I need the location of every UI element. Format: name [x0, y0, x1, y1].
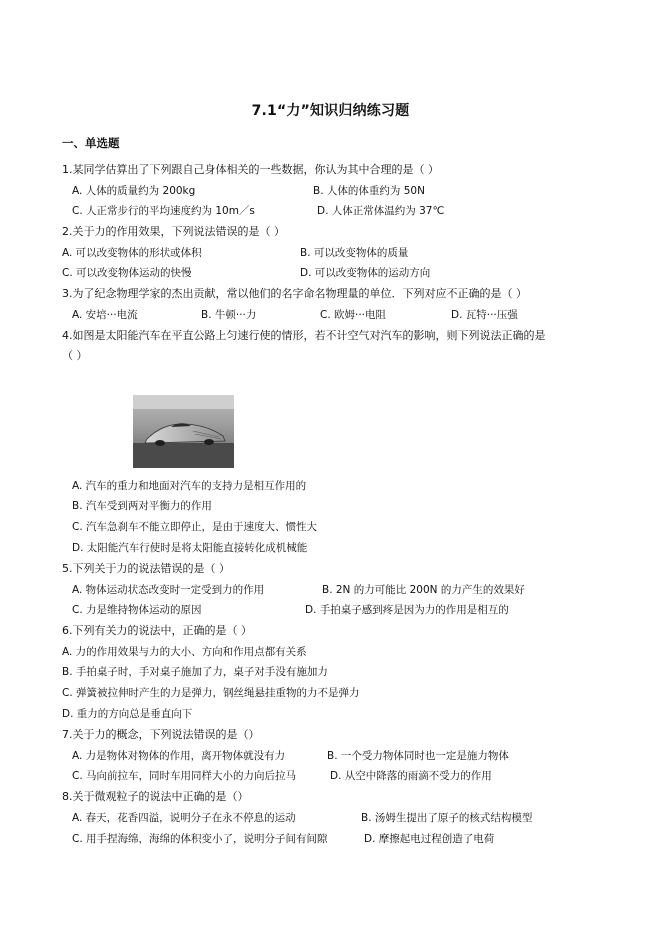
question-1-option-a: A. 人体的质量约为 200kg	[72, 185, 196, 197]
question-4-option-b: B. 汽车受到两对平衡力的作用	[72, 500, 212, 512]
question-5-option-a: A. 物体运动状态改变时一定受到力的作用	[72, 584, 265, 596]
question-5-option-c: C. 力是维持物体运动的原因	[72, 604, 202, 616]
question-4-option-c: C. 汽车急刹车不能立即停止，是由于速度大、惯性大	[72, 521, 318, 533]
question-8-option-b: B. 汤姆生提出了原子的核式结构模型	[361, 812, 533, 824]
question-5-stem: 5.下列关于力的说法错误的是（ ）	[62, 562, 230, 575]
question-4-stem-continued: （ ）	[62, 349, 88, 362]
question-3-option-d: D. 瓦特···压强	[451, 309, 518, 321]
question-7-option-d: D. 从空中降落的雨滴不受力的作用	[330, 770, 492, 782]
question-1-stem: 1.某同学估算出了下列跟自己身体相关的一些数据，你认为其中合理的是（ ）	[62, 163, 439, 176]
page-title: 7.1“力”知识归纳练习题	[251, 103, 410, 119]
question-5-option-b: B. 2N 的力可能比 200N 的力产生的效果好	[322, 584, 525, 596]
question-6-option-a: A. 力的作用效果与力的大小、方向和作用点都有关系	[62, 646, 307, 658]
question-7-stem: 7.关于力的概念，下列说法错误的是（）	[62, 728, 260, 741]
question-2-option-c: C. 可以改变物体运动的快慢	[62, 267, 192, 279]
question-1-option-c: C. 人正常步行的平均速度约为 10m／s	[72, 205, 255, 217]
question-7-option-c: C. 马向前拉车，同时车用同样大小的力向后拉马	[72, 770, 297, 782]
question-4-option-d: D. 太阳能汽车行使时是将太阳能直接转化成机械能	[72, 542, 308, 554]
question-8-option-c: C. 用手捏海绵，海绵的体积变小了，说明分子间有间隙	[72, 833, 328, 845]
question-2-stem: 2.关于力的作用效果，下列说法错误的是（ ）	[62, 225, 285, 238]
question-1-option-b: B. 人体的体重约为 50N	[313, 185, 425, 197]
question-8-stem: 8.关于微观粒子的说法中正确的是（）	[62, 790, 249, 803]
question-7-option-b: B. 一个受力物体同时也一定是施力物体	[327, 750, 509, 762]
question-5-option-d: D. 手拍桌子感到疼是因为力的作用是相互的	[305, 604, 509, 616]
question-3-option-c: C. 欧姆···电阻	[320, 309, 387, 321]
question-4-option-a: A. 汽车的重力和地面对汽车的支持力是相互作用的	[72, 480, 307, 492]
question-6-stem: 6.下列有关力的说法中，正确的是（ ）	[62, 624, 252, 637]
question-1-option-d: D. 人体正常体温约为 37℃	[317, 205, 445, 217]
question-2-option-a: A. 可以改变物体的形状或体积	[62, 247, 202, 259]
question-7-option-a: A. 力是物体对物体的作用，离开物体就没有力	[72, 750, 286, 762]
question-6-option-d: D. 重力的方向总是垂直向下	[62, 708, 193, 720]
question-6-option-c: C. 弹簧被拉伸时产生的力是弹力，钢丝绳悬挂重物的力不是弹力	[62, 687, 360, 699]
question-3-stem: 3.为了纪念物理学家的杰出贡献，常以他们的名字命名物理量的单位．下列对应不正确的是（ ）	[62, 287, 527, 300]
question-6-option-b: B. 手拍桌子时，手对桌子施加了力，桌子对手没有施加力	[62, 666, 328, 678]
question-3-option-b: B. 牛顿···力	[201, 309, 257, 321]
question-8-option-a: A. 春天，花香四溢，说明分子在永不停息的运动	[72, 812, 296, 824]
question-8-option-d: D. 摩擦起电过程创造了电荷	[364, 833, 495, 845]
solar-car-photo	[133, 395, 234, 468]
question-4-stem: 4.如图是太阳能汽车在平直公路上匀速行使的情形，若不计空气对汽车的影响，则下列说法正确的是	[62, 329, 546, 342]
question-2-option-d: D. 可以改变物体的运动方向	[300, 267, 431, 279]
question-2-option-b: B. 可以改变物体的质量	[300, 247, 409, 259]
question-3-option-a: A. 安培···电流	[72, 309, 138, 321]
section-heading: 一、单选题	[62, 136, 120, 150]
